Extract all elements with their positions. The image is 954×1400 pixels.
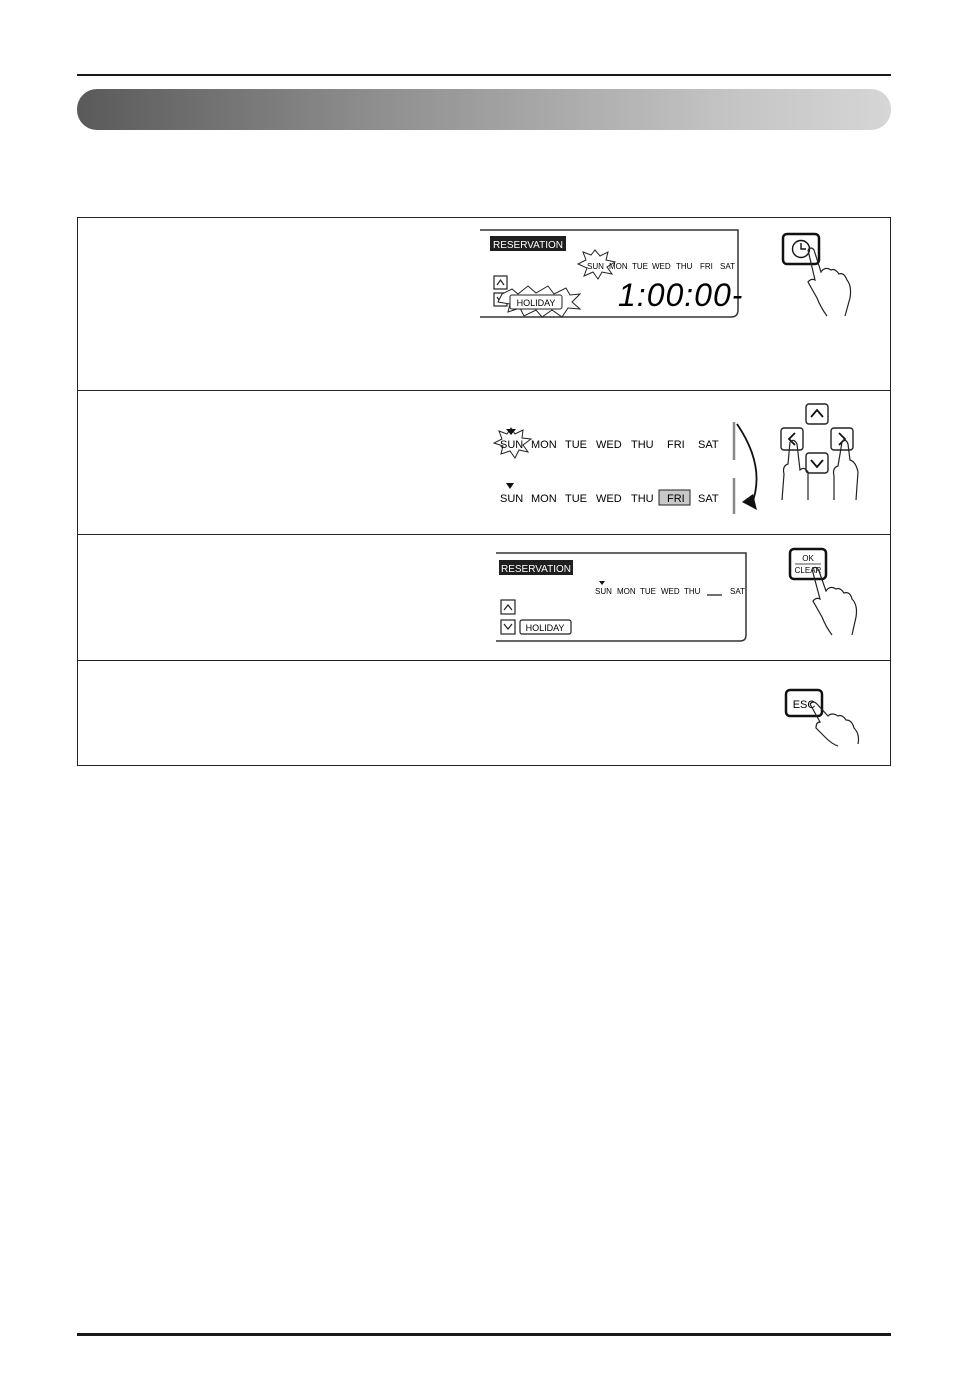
- day-wed: WED: [661, 587, 680, 596]
- reservation-label: RESERVATION: [500, 564, 572, 575]
- day-mon: MON: [617, 587, 636, 596]
- bottom-rule: [77, 1333, 891, 1336]
- curved-arrow-icon: [737, 424, 757, 510]
- day-sat: SAT: [730, 587, 745, 596]
- row1-day-sun: SUN: [500, 439, 524, 451]
- row1-day-thu: THU: [631, 439, 654, 451]
- day-sat: SAT: [720, 262, 735, 271]
- row-separator-2: [78, 534, 890, 535]
- day-thu: THU: [684, 587, 701, 596]
- left-button[interactable]: [781, 428, 803, 450]
- row2-day-sat: SAT: [698, 493, 719, 505]
- esc-button-press: [780, 686, 870, 748]
- row2-day-thu: THU: [631, 493, 654, 505]
- section-banner: [77, 89, 891, 130]
- row-separator-3: [78, 660, 890, 661]
- day-wed: WED: [652, 262, 671, 271]
- row1-day-fri: FRI: [667, 439, 685, 451]
- step2-day-selection: [485, 418, 765, 518]
- chevron-up-icon: [501, 600, 515, 614]
- chevron-up-icon: [494, 276, 507, 289]
- up-button[interactable]: [806, 404, 828, 424]
- day-tue: TUE: [640, 587, 656, 596]
- row2-day-mon: MON: [531, 493, 557, 505]
- step1-lcd-display: [480, 222, 750, 322]
- row1-day-sat: SAT: [698, 439, 719, 451]
- time-readout: 1:00:00-: [618, 277, 744, 313]
- day-marker-arrow: [599, 581, 605, 585]
- day-mon: MON: [609, 262, 628, 271]
- clear-label: CLEAR: [794, 566, 822, 575]
- ok-label: OK: [802, 554, 814, 563]
- top-rule: [77, 74, 891, 76]
- row2-day-sun: SUN: [500, 493, 524, 505]
- holiday-label: HOLIDAY: [525, 623, 565, 633]
- day-marker-arrow: [506, 483, 514, 489]
- right-button[interactable]: [831, 428, 853, 450]
- timer-button-press: [775, 228, 865, 320]
- day-tue: TUE: [632, 262, 648, 271]
- step3-lcd-display: [490, 545, 760, 645]
- ok-clear-button-press: [782, 545, 872, 637]
- row1-day-tue: TUE: [565, 439, 587, 451]
- day-thu: THU: [676, 262, 693, 271]
- row2-day-fri: FRI: [667, 493, 685, 505]
- day-fri: FRI: [700, 262, 713, 271]
- holiday-label: HOLIDAY: [516, 298, 556, 308]
- row1-day-wed: WED: [596, 439, 622, 451]
- chevron-down-icon: [501, 620, 515, 634]
- day-sun: SUN: [595, 587, 612, 596]
- row2-day-tue: TUE: [565, 493, 587, 505]
- reservation-label: RESERVATION: [492, 240, 564, 251]
- row2-day-wed: WED: [596, 493, 622, 505]
- day-sun: SUN: [587, 262, 604, 271]
- down-button[interactable]: [806, 453, 828, 473]
- esc-label: ESC: [792, 699, 816, 711]
- row-separator-1: [78, 390, 890, 391]
- direction-pad-press: [776, 400, 866, 510]
- row1-day-mon: MON: [531, 439, 557, 451]
